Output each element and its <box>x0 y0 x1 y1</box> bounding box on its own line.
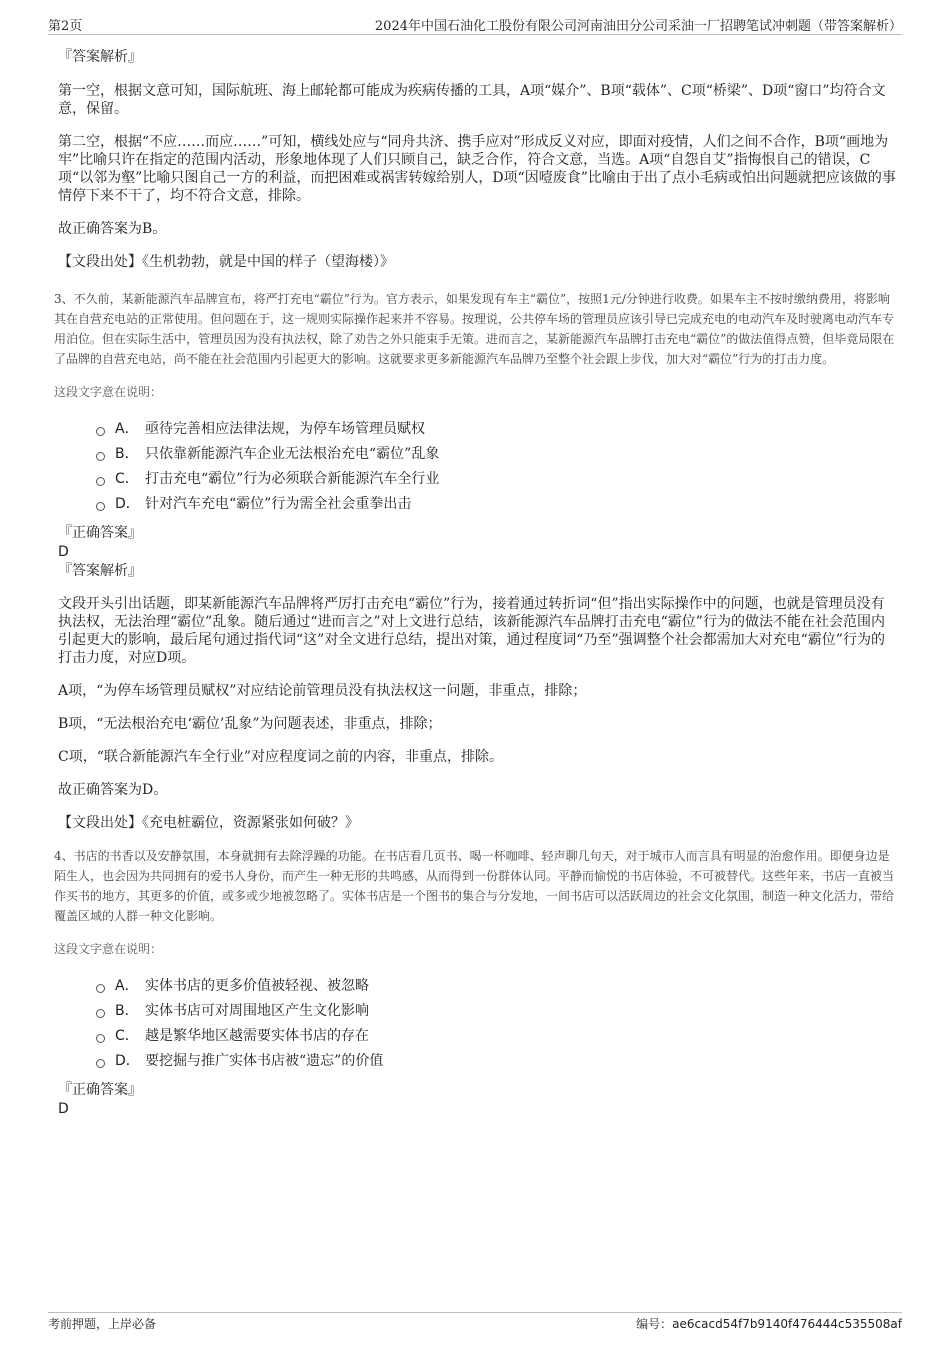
q3-option-d[interactable]: D． 针对汽车充电“霸位”行为需全社会重拳出击 <box>96 491 896 516</box>
q4-answer: D <box>58 1101 69 1117</box>
q2-analysis-label: 『答案解析』 <box>58 49 142 65</box>
q3-option-c[interactable]: C． 打击充电“霸位”行为必须联合新能源汽车全行业 <box>96 466 896 491</box>
q3-question-text: 3、不久前，某新能源汽车品牌宣布，将严打充电“霸位”行为。官方表示，如果发现有车主“霸位”，按照1元/分钟进行收费。如果车主不按时缴纳费用，将影响其在自营充电站的正常使用。但问题在于，这一规则实际操作起来并不容易。按理说，公共停车场的管理员应该引导已完成充电的电动汽车及时驶离电动汽车专用泊位。但在实际生活中，管理员因为没有执法权，除了劝告之外只能束手无策。进而言之，某新能源汽车品牌打击充电“霸位”的做法值得点赞，但毕竟局限在了品牌的自营充电站，尚不能在社会范围内引起更大的影响。这就要求更多新能源汽车品牌乃至整个社会跟上步伐，加大对“霸位”行为的打击力度。 <box>54 292 895 366</box>
q3-answer: D <box>58 544 69 560</box>
page-footer <box>48 1312 902 1333</box>
q2-analysis-p1: 第一空，根据文意可知，国际航班、海上邮轮都可能成为疾病传播的工具，A项“媒介”、B项“载体”、C项“桥梁”、D项“窗口”均符合文意，保留。 <box>58 83 886 117</box>
footer-slogan: 考前押题，上岸必备 <box>48 1317 157 1331</box>
footer-serial: 编号：ae6cacd54f7b9140f476444c535508af <box>636 1317 902 1331</box>
radio-icon[interactable] <box>96 1009 105 1018</box>
q3-conclusion: 故正确答案为D。 <box>58 782 168 798</box>
q4-option-b[interactable]: B． 实体书店可对周围地区产生文化影响 <box>96 998 896 1023</box>
radio-icon[interactable] <box>96 1034 105 1043</box>
q3-option-a[interactable]: A． 亟待完善相应法律法规，为停车场管理员赋权 <box>96 416 896 441</box>
q2-analysis-p2: 第二空，根据“不应……而应……”可知，横线处应与“同舟共济、携手应对”形成反义对应，即面对疫情，人们之间不合作，B项“画地为牢”比喻只许在指定的范围内活动，形象地体现了人们只顾自己，缺乏合作，符合文意，当选。A项“自怨自艾”指悔恨自己的错误，C项“以邻为壑”比喻只图自己一方的利益，而把困难或祸害转嫁给别人，D项“因噎废食”比喻由于出了点小毛病或怕出问题就把应该做的事情停下来不干了，均不符合文意，排除。 <box>58 134 896 204</box>
q2-source: 【文段出处】《生机勃勃，就是中国的样子（望海楼）》 <box>58 254 394 270</box>
q3-answer-label: 『正确答案』 <box>58 525 142 541</box>
q3-prompt: 这段文字意在说明： <box>54 385 163 399</box>
q3-option-b-analysis: B项，“无法根治充电‘霸位’乱象”为问题表述，非重点，排除； <box>58 716 442 732</box>
q3-analysis-label: 『答案解析』 <box>58 563 142 579</box>
q4-options <box>96 973 896 1073</box>
page-header <box>48 14 902 35</box>
radio-icon[interactable] <box>96 427 105 436</box>
q3-option-b[interactable]: B． 只依靠新能源汽车企业无法根治充电“霸位”乱象 <box>96 441 896 466</box>
radio-icon[interactable] <box>96 984 105 993</box>
radio-icon[interactable] <box>96 1059 105 1068</box>
page-content <box>54 46 896 1117</box>
q3-source: 【文段出处】《充电桩霸位，资源紧张如何破？》 <box>58 815 359 831</box>
q3-option-a-analysis: A项，“为停车场管理员赋权”对应结论前管理员没有执法权这一问题，非重点，排除； <box>58 683 587 699</box>
q3-option-c-analysis: C项，“联合新能源汽车全行业”对应程度词之前的内容，非重点，排除。 <box>58 749 504 765</box>
radio-icon[interactable] <box>96 452 105 461</box>
q4-question-text: 4、书店的书香以及安静氛围，本身就拥有去除浮躁的功能。在书店看几页书、喝一杯咖啡、轻声聊几句天，对于城市人而言具有明显的治愈作用。即便身边是陌生人，也会因为共同拥有的爱书人身份，而产生一种无形的共鸣感，从而得到一份群体认同。平静而愉悦的书店体验，不可被替代。这些年来，书店一直被当作买书的地方，其更多的价值，或多或少地被忽略了。实体书店是一个图书的集合与分发地，一间书店可以活跃周边的社会文化氛围，制造一种文化活力，带给覆盖区域的人群一种文化影响。 <box>54 849 895 923</box>
radio-icon[interactable] <box>96 502 105 511</box>
q4-option-d[interactable]: D． 要挖掘与推广实体书店被“遗忘”的价值 <box>96 1048 896 1073</box>
radio-icon[interactable] <box>96 477 105 486</box>
q2-conclusion: 故正确答案为B。 <box>58 221 167 237</box>
page-number: 第2页 <box>48 19 83 34</box>
document-title: 2024年中国石油化工股份有限公司河南油田分公司采油一厂招聘笔试冲刺题（带答案解析） <box>374 19 902 34</box>
q3-analysis: 文段开头引出话题，即某新能源汽车品牌将严厉打击充电“霸位”行为，接着通过转折词“但”指出实际操作中的问题，也就是管理员没有执法权，无法治理“霸位”乱象。随后通过“进而言之”对上文进行总结，该新能源汽车品牌打击充电“霸位”行为的做法不能在社会范围内引起更大的影响，最后尾句通过指代词“这”对全文进行总结，提出对策，通过程度词“乃至”强调整个社会都需加大对充电“霸位”行为的打击力度，对应D项。 <box>58 596 885 666</box>
q4-option-c[interactable]: C． 越是繁华地区越需要实体书店的存在 <box>96 1023 896 1048</box>
q4-answer-label: 『正确答案』 <box>58 1082 142 1098</box>
q4-prompt: 这段文字意在说明： <box>54 942 163 956</box>
q3-options <box>96 416 896 516</box>
q4-option-a[interactable]: A． 实体书店的更多价值被轻视、被忽略 <box>96 973 896 998</box>
